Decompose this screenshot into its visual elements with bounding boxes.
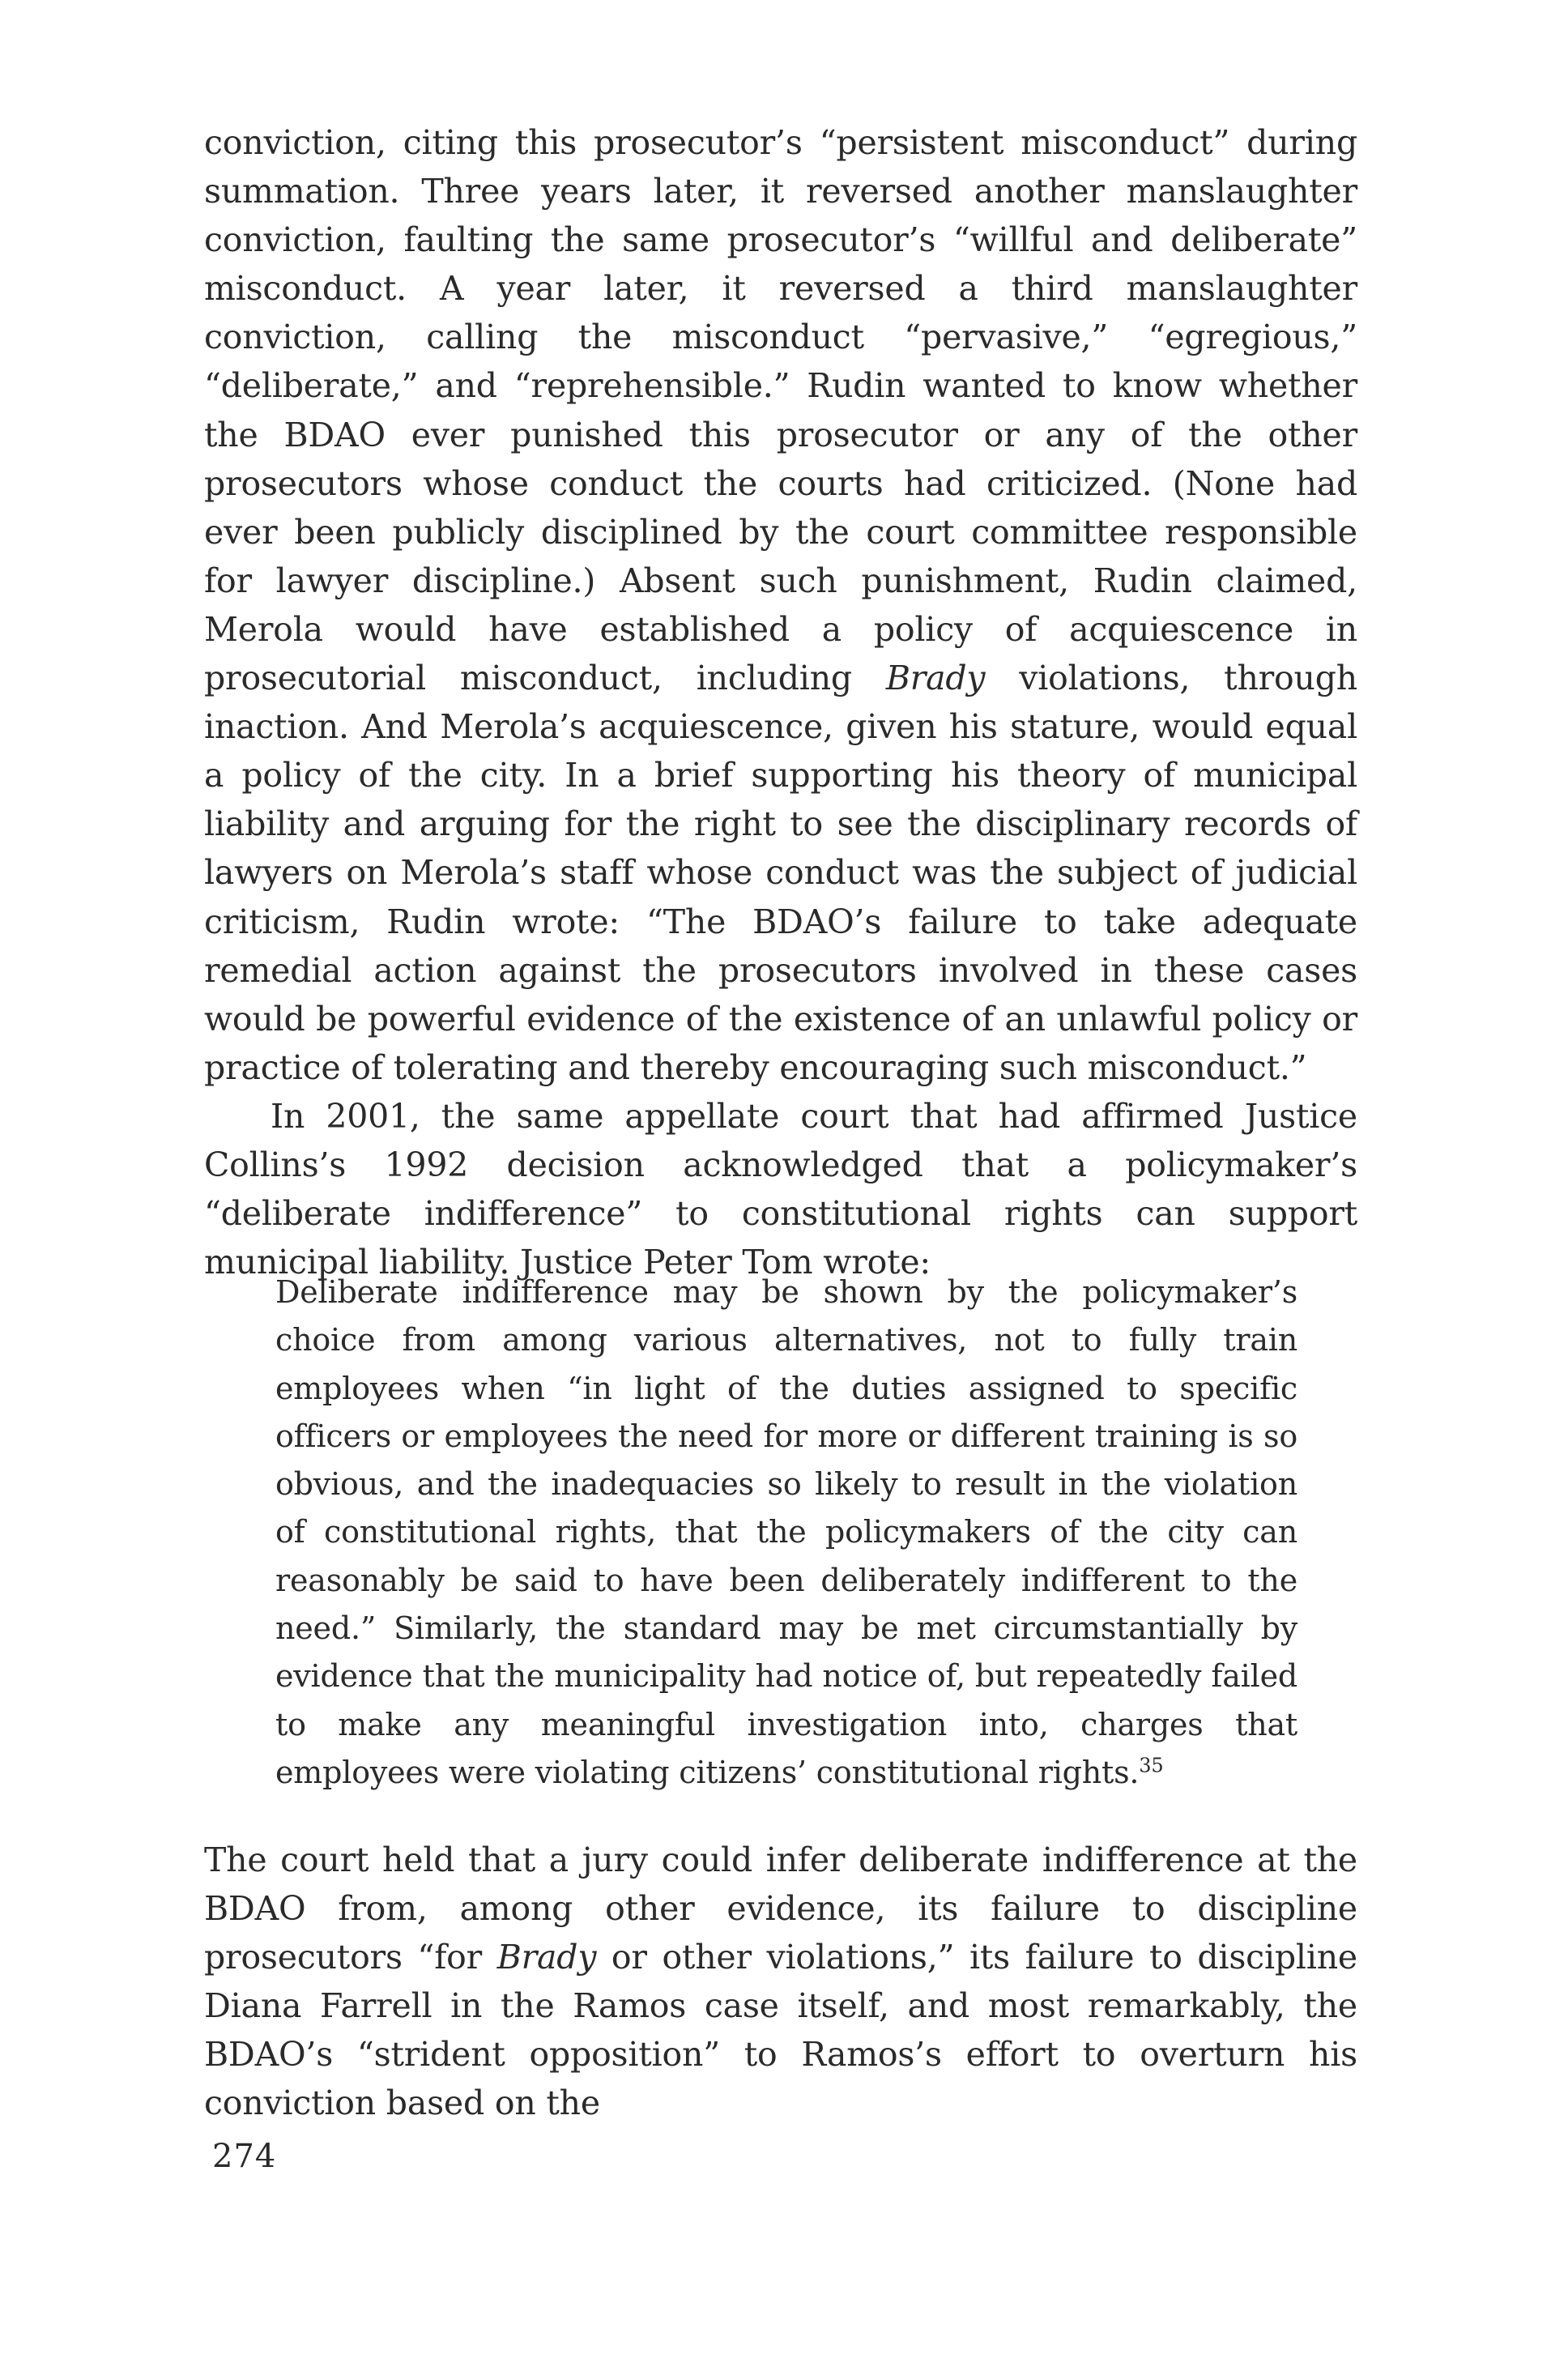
paragraph-2 bbox=[204, 1092, 1357, 1286]
footnote-marker: 35 bbox=[1139, 1754, 1164, 1777]
p1-seg-0: conviction, citing this prosecutor’s “persistent misconduct” during summation. Three years later, it reversed another manslaughter conviction, faulting the same prosecutor’s “willful and deliberate” misconduct. A year later, it reversed a third manslaughter conviction, calling the misconduct “pervasive,” “egregious,” “deliberate,” and “reprehensible.” Rudin wanted to know whether the BDAO ever punished this prosecutor or any of the other prosecutors whose conduct the courts had criticized. (None had ever been publicly disciplined by the court committee responsible for lawyer discipline.) Absent such punishment, Rudin claimed, Merola would have established a policy of acquiescence in prosecutorial misconduct, including bbox=[204, 123, 1357, 698]
p1-seg-2: violations, through inaction. And Merola’s acquiescence, given his stature, would equal a policy of the city. In a brief supporting his theory of municipal liability and arguing for the right to see the disciplinary records of lawyers on Merola’s staff whose conduct was the subject of judicial criticism, Rudin wrote: “The BDAO’s failure to take adequate remedial action against the prosecutors involved in these cases would be powerful evidence of the existence of an unlawful policy or practice of tolerating and thereby encouraging such misconduct.” bbox=[204, 659, 1357, 1087]
case-name-brady: Brady bbox=[885, 659, 986, 698]
p2-seg-0: In 2001, the same appellate court that had affirmed Justice Collins’s 1992 decision acknowledged that a policymaker’s “deliberate indifference” to constitutional rights can support municipal liability. Justice Peter Tom wrote: bbox=[204, 1096, 1357, 1282]
quote-seg-0: Deliberate indifference may be shown by the policymaker’s choice from among various alternatives, not to fully train employees when “in light of the duties assigned to specific officers or employees the need for more or different training is so obvious, and the inadequacies so likely to result in the violation of constitutional rights, that the policymakers of the city can reasonably be said to have been deliberately indifferent to the need.” Similarly, the standard may be met circumstantially by evidence that the municipality had notice of, but repeatedly failed to make any meaningful investigation into, charges that employees were violating citizens’ constitutional rights. bbox=[275, 1274, 1297, 1790]
body-text-continued bbox=[204, 1836, 1357, 2128]
block-quote bbox=[275, 1269, 1297, 1797]
body-text bbox=[204, 118, 1357, 1286]
case-name-brady-2: Brady bbox=[496, 1938, 597, 1977]
block-quote-text bbox=[275, 1269, 1297, 1797]
page-number: 274 bbox=[212, 2138, 277, 2175]
p3-seg-2: or other violations,” its failure to discipline Diana Farrell in the Ramos case itself, and most remarkably, the BDAO’s “strident opposition” to Ramos’s effort to overturn his conviction based on the bbox=[204, 1938, 1357, 2123]
p3-seg-0: The court held that a jury could infer deliberate indifference at the BDAO from, among other evidence, its failure to discipline prosecutors “for bbox=[204, 1840, 1357, 1977]
paragraph-3 bbox=[204, 1836, 1357, 2128]
paragraph-1 bbox=[204, 118, 1357, 1092]
